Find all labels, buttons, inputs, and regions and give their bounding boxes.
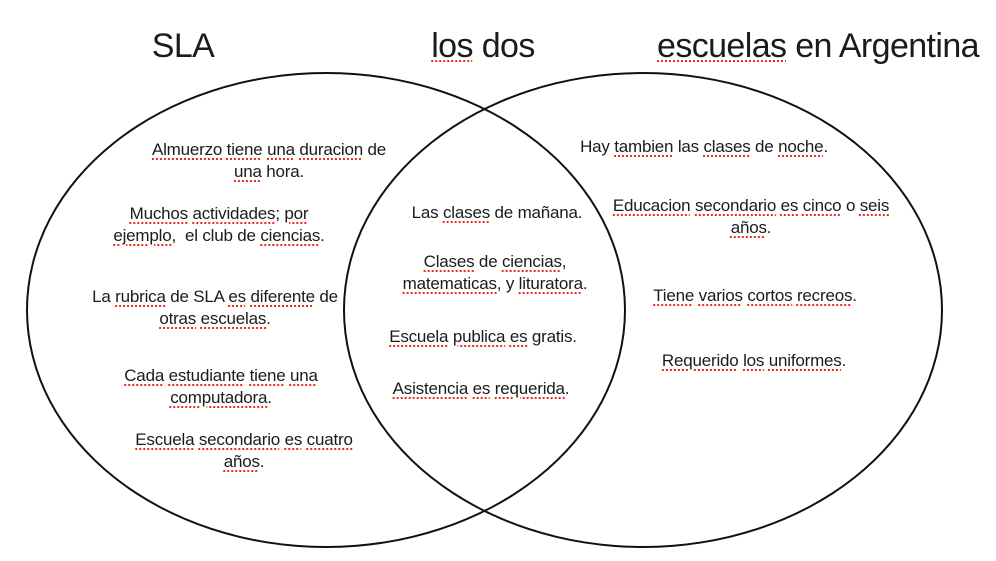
text-line: ejemplo, el club de ciencias.: [113, 226, 325, 245]
both-note-attendance: [393, 378, 570, 400]
argentina-note-uniforms: [662, 350, 846, 372]
text-line: Escuela publica es gratis.: [389, 327, 577, 346]
argentina-note-recess: [653, 285, 857, 307]
sla-note-rubric: [92, 286, 338, 330]
text-line: Cada estudiante tiene una: [124, 366, 318, 385]
sla-note-four-years: [135, 429, 352, 473]
text-line: Hay tambien las clases de noche.: [580, 137, 828, 156]
text-line: Almuerzo tiene una duracion de: [151, 140, 387, 159]
text-line: matematicas, y lituratora.: [402, 274, 588, 293]
argentina-note-secondary: [613, 195, 889, 239]
text-line: Requerido los uniformes.: [661, 351, 847, 370]
text-line: SLA: [151, 27, 215, 65]
right-circle-title: [657, 26, 979, 66]
text-line: escuelas en Argentina: [657, 27, 979, 65]
sla-note-computer: [124, 365, 318, 409]
text-line: Clases de ciencias,: [423, 252, 567, 271]
text-line: Muchos actividades; por: [129, 204, 309, 223]
sla-note-activities: [113, 203, 324, 247]
text-line: otras escuelas.: [159, 309, 271, 328]
both-note-classes: [403, 251, 588, 295]
text-line: una hora.: [233, 162, 305, 181]
both-note-free: [389, 326, 577, 348]
text-line: los dos: [431, 27, 535, 65]
text-line: Escuela secondario es cuatro: [135, 430, 353, 449]
center-title: [431, 26, 535, 66]
text-line: Asistencia es requerida.: [392, 379, 570, 398]
left-circle-title: [152, 26, 214, 66]
text-line: Tiene varios cortos recreos.: [653, 286, 857, 305]
argentina-note-night-classes: [580, 136, 828, 158]
text-line: años.: [730, 218, 772, 237]
text-line: La rubrica de SLA es diferente de: [92, 287, 338, 306]
sla-note-lunch: [152, 139, 386, 183]
text-line: Las clases de mañana.: [411, 203, 583, 222]
both-note-morning: [412, 202, 583, 224]
text-line: computadora.: [170, 388, 272, 407]
text-line: Educacion secondario es cinco o seis: [612, 196, 890, 215]
text-line: años.: [223, 452, 265, 471]
